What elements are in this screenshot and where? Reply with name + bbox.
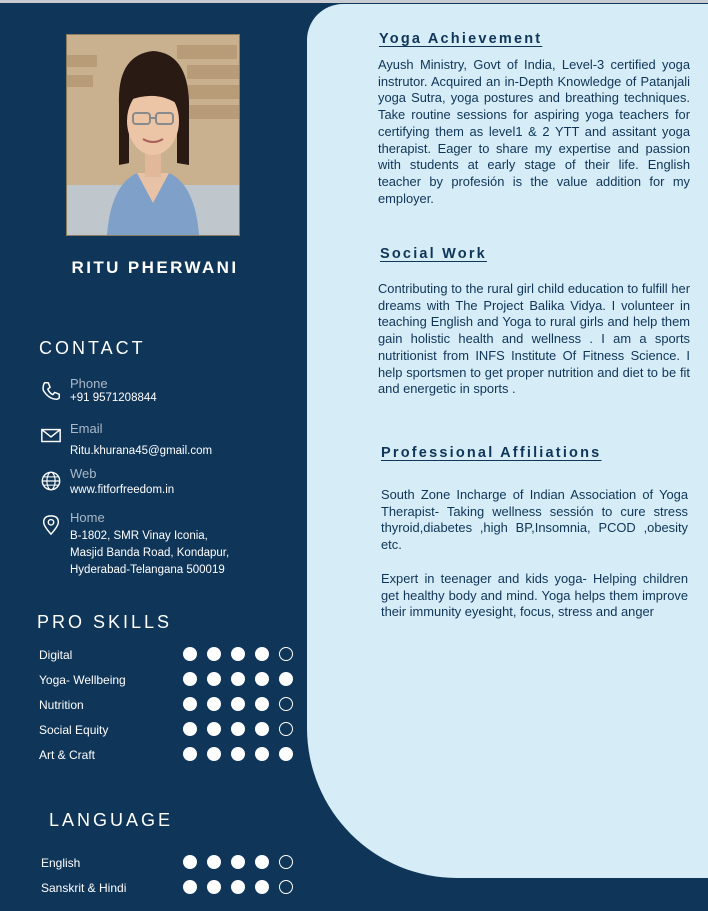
skill-row <box>39 647 309 665</box>
rating-dot-filled <box>231 747 245 761</box>
rating-dot-filled <box>183 880 197 894</box>
rating-dot-filled <box>207 697 221 711</box>
rating-dot-filled <box>183 747 197 761</box>
rating-dot-filled <box>255 747 269 761</box>
home-address-line-1: B-1802, SMR Vinay Iconia, <box>70 530 208 542</box>
web-value: www.fitforfreedom.in <box>70 484 175 496</box>
yoga-achievement-heading: Yoga Achievement <box>379 31 543 47</box>
skill-rating <box>183 647 293 661</box>
phone-value: +91 9571208844 <box>70 392 157 404</box>
home-address-line-3: Hyderabad-Telangana 500019 <box>70 564 225 576</box>
home-label: Home <box>70 510 105 525</box>
rating-dot-empty <box>279 855 293 869</box>
language-heading: LANGUAGE <box>49 810 174 830</box>
skill-rating <box>183 747 293 761</box>
web-label: Web <box>70 466 97 481</box>
skill-rating <box>183 722 293 736</box>
rating-dot-empty <box>279 697 293 711</box>
rating-dot-filled <box>207 722 221 736</box>
rating-dot-filled <box>231 855 245 869</box>
language-row <box>41 880 311 898</box>
rating-dot-filled <box>183 647 197 661</box>
language-rating <box>183 880 293 894</box>
profile-photo <box>66 34 240 236</box>
rating-dot-filled <box>207 855 221 869</box>
phone-label: Phone <box>70 376 108 391</box>
rating-dot-filled <box>183 672 197 686</box>
rating-dot-empty <box>279 647 293 661</box>
skill-rating <box>183 697 293 711</box>
language-name: English <box>41 856 81 870</box>
language-rating <box>183 855 293 869</box>
globe-icon <box>40 470 62 492</box>
skill-row <box>39 697 309 715</box>
rating-dot-filled <box>255 722 269 736</box>
rating-dot-filled <box>255 697 269 711</box>
social-work-heading: Social Work <box>380 246 487 262</box>
rating-dot-filled <box>231 880 245 894</box>
email-value: Ritu.khurana45@gmail.com <box>70 445 213 457</box>
rating-dot-empty <box>279 722 293 736</box>
affiliations-paragraph-2: Expert in teenager and kids yoga- Helping children get healthy body and mind. Yoga helps them improve their immunity eyesight, focus, stress and anger <box>381 571 688 620</box>
rating-dot-filled <box>207 747 221 761</box>
language-row <box>41 855 311 873</box>
rating-dot-filled <box>231 697 245 711</box>
contact-heading: CONTACT <box>39 338 146 358</box>
skill-name: Art & Craft <box>39 748 96 762</box>
language-name: Sanskrit & Hindi <box>41 881 127 895</box>
skill-row <box>39 747 309 765</box>
rating-dot-filled <box>255 880 269 894</box>
rating-dot-filled <box>183 697 197 711</box>
rating-dot-filled <box>207 880 221 894</box>
envelope-icon <box>40 425 62 447</box>
skill-row <box>39 672 309 690</box>
skill-name: Social Equity <box>39 723 109 737</box>
profile-name: RITU PHERWANI <box>71 258 239 277</box>
skill-name: Yoga- Wellbeing <box>39 673 126 687</box>
social-work-text: Contributing to the rural girl child education to fulfill her dreams with The Project Balika Vidya. I volunteer in teaching English and Yoga to rural girls and help them gain holistic health and wellness . I am a sports nutritionist from INFS Institute Of Fitness Science. I help sportsmen to get proper nutrition and diet to be fit and energetic in sports . <box>378 281 690 397</box>
rating-dot-filled <box>183 722 197 736</box>
location-pin-icon <box>40 514 62 536</box>
email-label: Email <box>70 421 103 436</box>
skill-name: Nutrition <box>39 698 84 712</box>
professional-affiliations-heading: Professional Affiliations <box>381 445 602 461</box>
rating-dot-filled <box>255 672 269 686</box>
top-border <box>0 0 708 3</box>
rating-dot-filled <box>231 647 245 661</box>
rating-dot-filled <box>255 647 269 661</box>
rating-dot-empty <box>279 880 293 894</box>
rating-dot-filled <box>207 647 221 661</box>
rating-dot-filled <box>231 722 245 736</box>
rating-dot-filled <box>279 672 293 686</box>
rating-dot-filled <box>231 672 245 686</box>
skill-row <box>39 722 309 740</box>
skill-name: Digital <box>39 648 73 662</box>
rating-dot-filled <box>279 747 293 761</box>
yoga-achievement-text: Ayush Ministry, Govt of India, Level-3 certified yoga instrutor. Acquired an in-Depth Knowledge of Patanjali yoga Sutra, yoga postures and breathing techniques. Take routine sessions for aspiring yoga teachers for certifying them as level1 & 2 YTT and assitant yoga therapist. Eager to share my expertise and passion with students at early stage of their life. English teacher by profesión is the value addition for my employer. <box>378 57 690 206</box>
rating-dot-filled <box>207 672 221 686</box>
affiliations-paragraph-1: South Zone Incharge of Indian Association of Yoga Therapist- Taking wellness sessión to cure stress thyroid,diabetes ,high BP,Insomnia, PCOD ,obesity etc. <box>381 487 688 553</box>
rating-dot-filled <box>183 855 197 869</box>
profile-photo-image <box>67 35 239 235</box>
skill-rating <box>183 672 293 686</box>
phone-icon <box>40 380 62 402</box>
home-address-line-2: Masjid Banda Road, Kondapur, <box>70 547 230 559</box>
pro-skills-heading: PRO SKILLS <box>37 612 173 632</box>
rating-dot-filled <box>255 855 269 869</box>
